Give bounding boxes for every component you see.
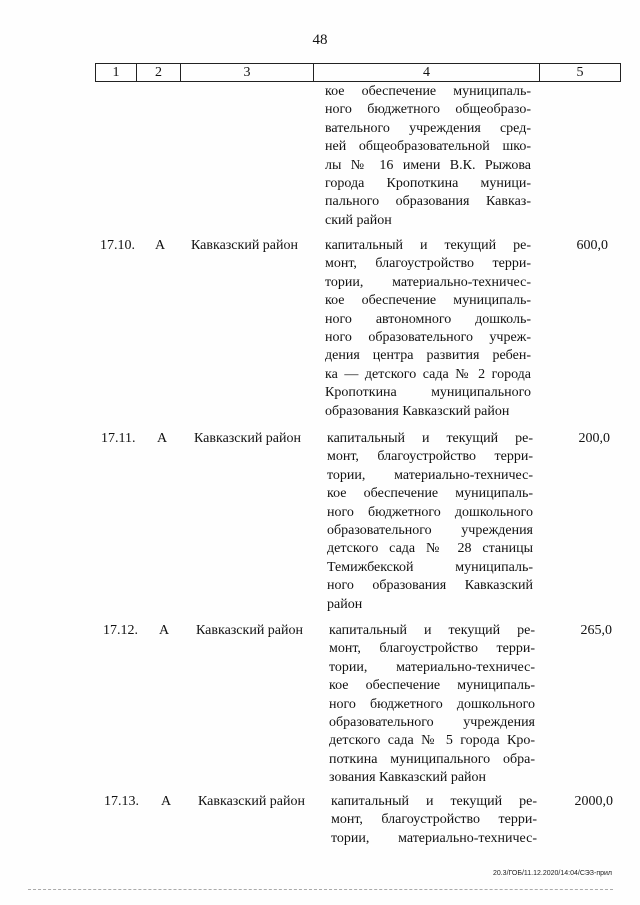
row-amount: 2000,0	[574, 794, 613, 809]
description-line: ного бюджетного общеобразо-	[325, 102, 531, 118]
description-line: капитальный и текущий ре-	[327, 431, 533, 446]
row-number: 17.13.	[104, 794, 139, 809]
description-line: образовательного учреждения	[329, 714, 535, 730]
description-line: ней общеобразовательной шко-	[325, 139, 531, 155]
header-col-2: 2	[137, 64, 181, 82]
description-line: вательного учреждения сред-	[325, 120, 531, 136]
row-category: А	[161, 794, 172, 809]
header-col-5: 5	[540, 64, 621, 82]
row-number: 17.11.	[101, 431, 136, 446]
description-line: капитальный и текущий ре-	[331, 794, 537, 809]
row-description	[331, 793, 537, 848]
row-number: 17.12.	[103, 623, 138, 638]
description-line: ного бюджетного дошкольного	[329, 696, 535, 712]
header-col-1: 1	[96, 64, 137, 82]
continuation-description	[325, 83, 531, 230]
description-line: тории, материально-техничес-	[329, 659, 535, 675]
description-line: тории, материально-техничес-	[325, 274, 531, 290]
row-description	[327, 430, 533, 614]
footer-divider	[28, 889, 613, 890]
description-line: дения центра развития ребен-	[325, 348, 531, 364]
row-number: 17.10.	[100, 238, 135, 253]
description-line: пального образования Кавказ-	[325, 194, 531, 210]
description-line: детского сада № 5 города Кро-	[329, 733, 535, 749]
description-line: поткина муниципального обра-	[329, 751, 535, 767]
row-amount: 265,0	[580, 623, 612, 638]
row-amount: 600,0	[576, 238, 608, 253]
description-line: кое обеспечение муниципаль-	[325, 293, 531, 309]
row-district: Кавказский район	[191, 238, 299, 253]
description-line: ного автономного дошколь-	[325, 311, 531, 327]
description-line: кое обеспечение муниципаль-	[329, 678, 535, 694]
description-line: детского сада № 28 станицы	[327, 541, 533, 557]
row-category: А	[157, 431, 168, 446]
description-line: капитальный и текущий ре-	[325, 238, 531, 253]
description-line: ного бюджетного дошкольного	[327, 504, 533, 520]
description-line: образования Кавказский район	[325, 403, 510, 419]
description-line: тории, материально-техничес-	[327, 467, 533, 483]
description-line: зования Кавказский район	[329, 770, 487, 786]
row-description	[329, 622, 535, 788]
row-category: А	[159, 623, 170, 638]
document-code: 20.3/ГОБ/11.12.2020/14:04/СЭЗ-прил	[492, 870, 612, 877]
row-description	[325, 237, 531, 421]
description-line: монт, благоустройство терри-	[327, 449, 533, 465]
description-line: города Кропоткина муници-	[325, 175, 531, 191]
row-district: Кавказский район	[196, 623, 304, 638]
header-col-3: 3	[181, 64, 314, 82]
description-line: образовательного учреждения	[327, 522, 533, 538]
description-line: лы № 16 имени В.К. Рыжова	[325, 157, 531, 173]
description-line: кое обеспечение муниципаль-	[327, 486, 533, 502]
description-line: ного образовательного учреж-	[325, 329, 531, 345]
page-number: 48	[312, 32, 328, 48]
description-line: монт, благоустройство терри-	[329, 641, 535, 657]
row-district: Кавказский район	[198, 794, 306, 809]
description-line: ский район	[325, 212, 392, 228]
row-amount: 200,0	[578, 431, 610, 446]
description-line: кое обеспечение муниципаль-	[325, 84, 531, 99]
row-district: Кавказский район	[194, 431, 302, 446]
table-header	[95, 63, 621, 82]
description-line: монт, благоустройство терри-	[331, 812, 537, 828]
description-line: ного образования Кавказский	[327, 578, 533, 594]
description-line: монт, благоустройство терри-	[325, 256, 531, 272]
description-line: район	[327, 596, 363, 612]
header-col-4: 4	[314, 64, 540, 82]
description-line: ка — детского сада № 2 города	[325, 366, 531, 382]
description-line: капитальный и текущий ре-	[329, 623, 535, 638]
description-line: тории, материально-техничес-	[331, 830, 537, 846]
description-line: Темижбекской муниципаль-	[327, 559, 533, 575]
row-category: А	[155, 238, 166, 253]
description-line: Кропоткина муниципального	[325, 385, 531, 401]
